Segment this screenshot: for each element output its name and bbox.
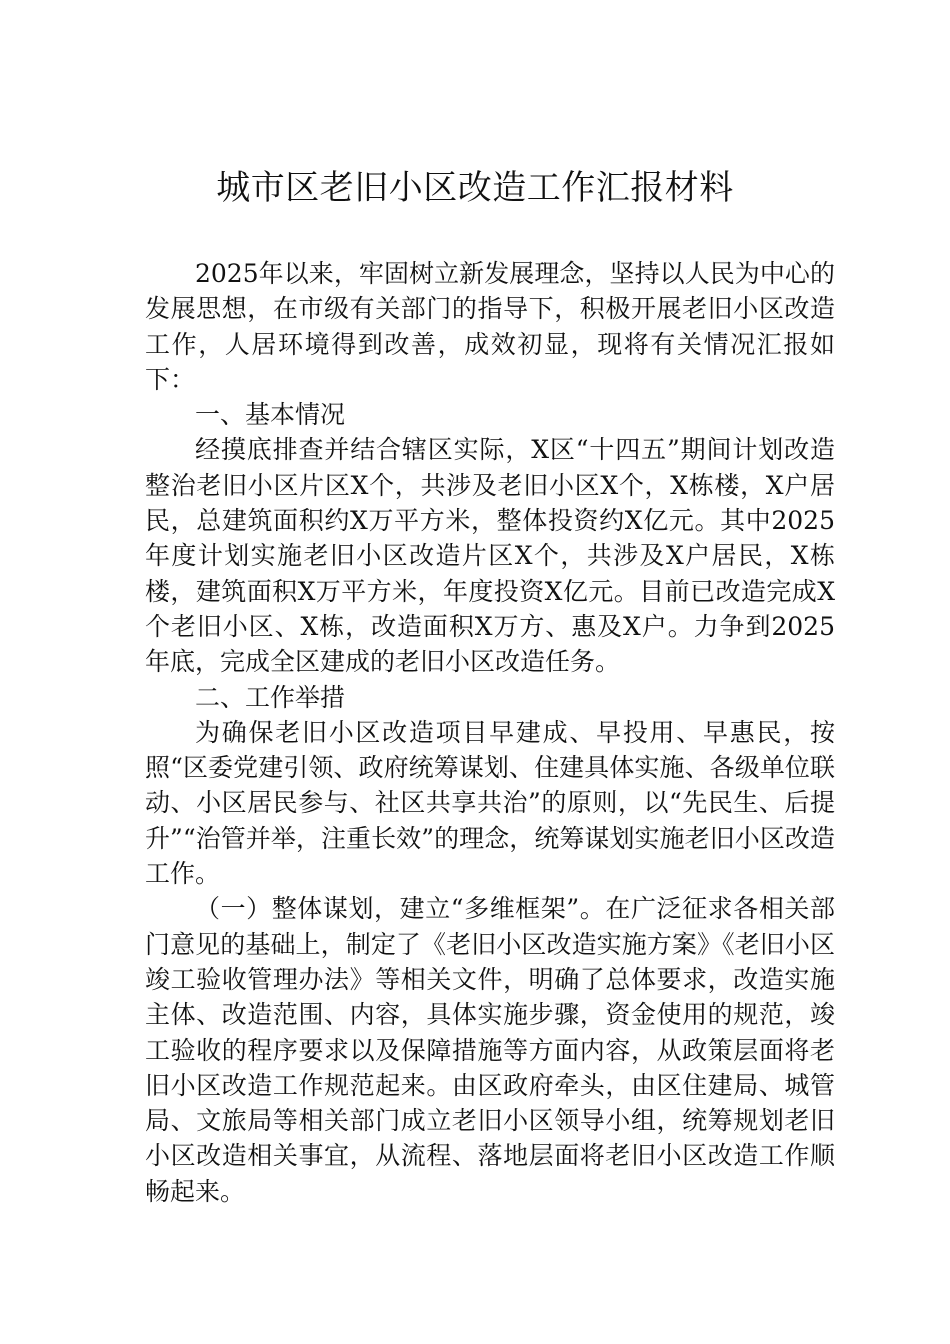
- section-heading-basic-situation: 一、基本情况: [195, 400, 346, 430]
- document-body: [145, 256, 835, 1209]
- overall-planning-paragraph: （一）整体谋划，建立“多维框架”。在广泛征求各相关部门意见的基础上，制定了《老旧小区改造实施方案》《老旧小区竣工验收管理办法》等相关文件，明确了总体要求，改造实施主体、改造范围、内容，具体实施步骤，资金使用的规范，竣工验收的程序要求以及保障措施等方面内容，从政策层面将老旧小区改造工作规范起来。由区政府牵头，由区住建局、城管局、文旅局等相关部门成立老旧小区领导小组，统筹规划老旧小区改造相关事宜，从流程、落地层面将老旧小区改造工作顺畅起来。: [145, 894, 835, 1206]
- work-measures-paragraph: 为确保老旧小区改造项目早建成、早投用、早惠民，按照“区委党建引领、政府统筹谋划、住建具体实施、各级单位联动、小区居民参与、社区共享共治”的原则，以“先民生、后提升”“治管并举，注重长效”的理念，统筹谋划实施老旧小区改造工作。: [145, 717, 835, 889]
- basic-situation-paragraph: 经摸底排查并结合辖区实际，X区“十四五”期间计划改造整治老旧小区片区X个，共涉及老旧小区X个，X栋楼，X户居民，总建筑面积约X万平方米，整体投资约X亿元。其中2025年度计划实施老旧小区改造片区X个，共涉及X户居民，X栋楼，建筑面积X万平方米，年度投资X亿元。目前已改造完成X个老旧小区、X栋，改造面积X万方、惠及X户。力争到2025年底，完成全区建成的老旧小区改造任务。: [145, 435, 835, 677]
- document-title: 城市区老旧小区改造工作汇报材料: [216, 168, 734, 208]
- section-heading-work-measures: 二、工作举措: [195, 682, 346, 712]
- intro-paragraph: 2025年以来，牢固树立新发展理念，坚持以人民为中心的发展思想，在市级有关部门的指导下，积极开展老旧小区改造工作，人居环境得到改善，成效初显，现将有关情况汇报如下：: [145, 259, 835, 394]
